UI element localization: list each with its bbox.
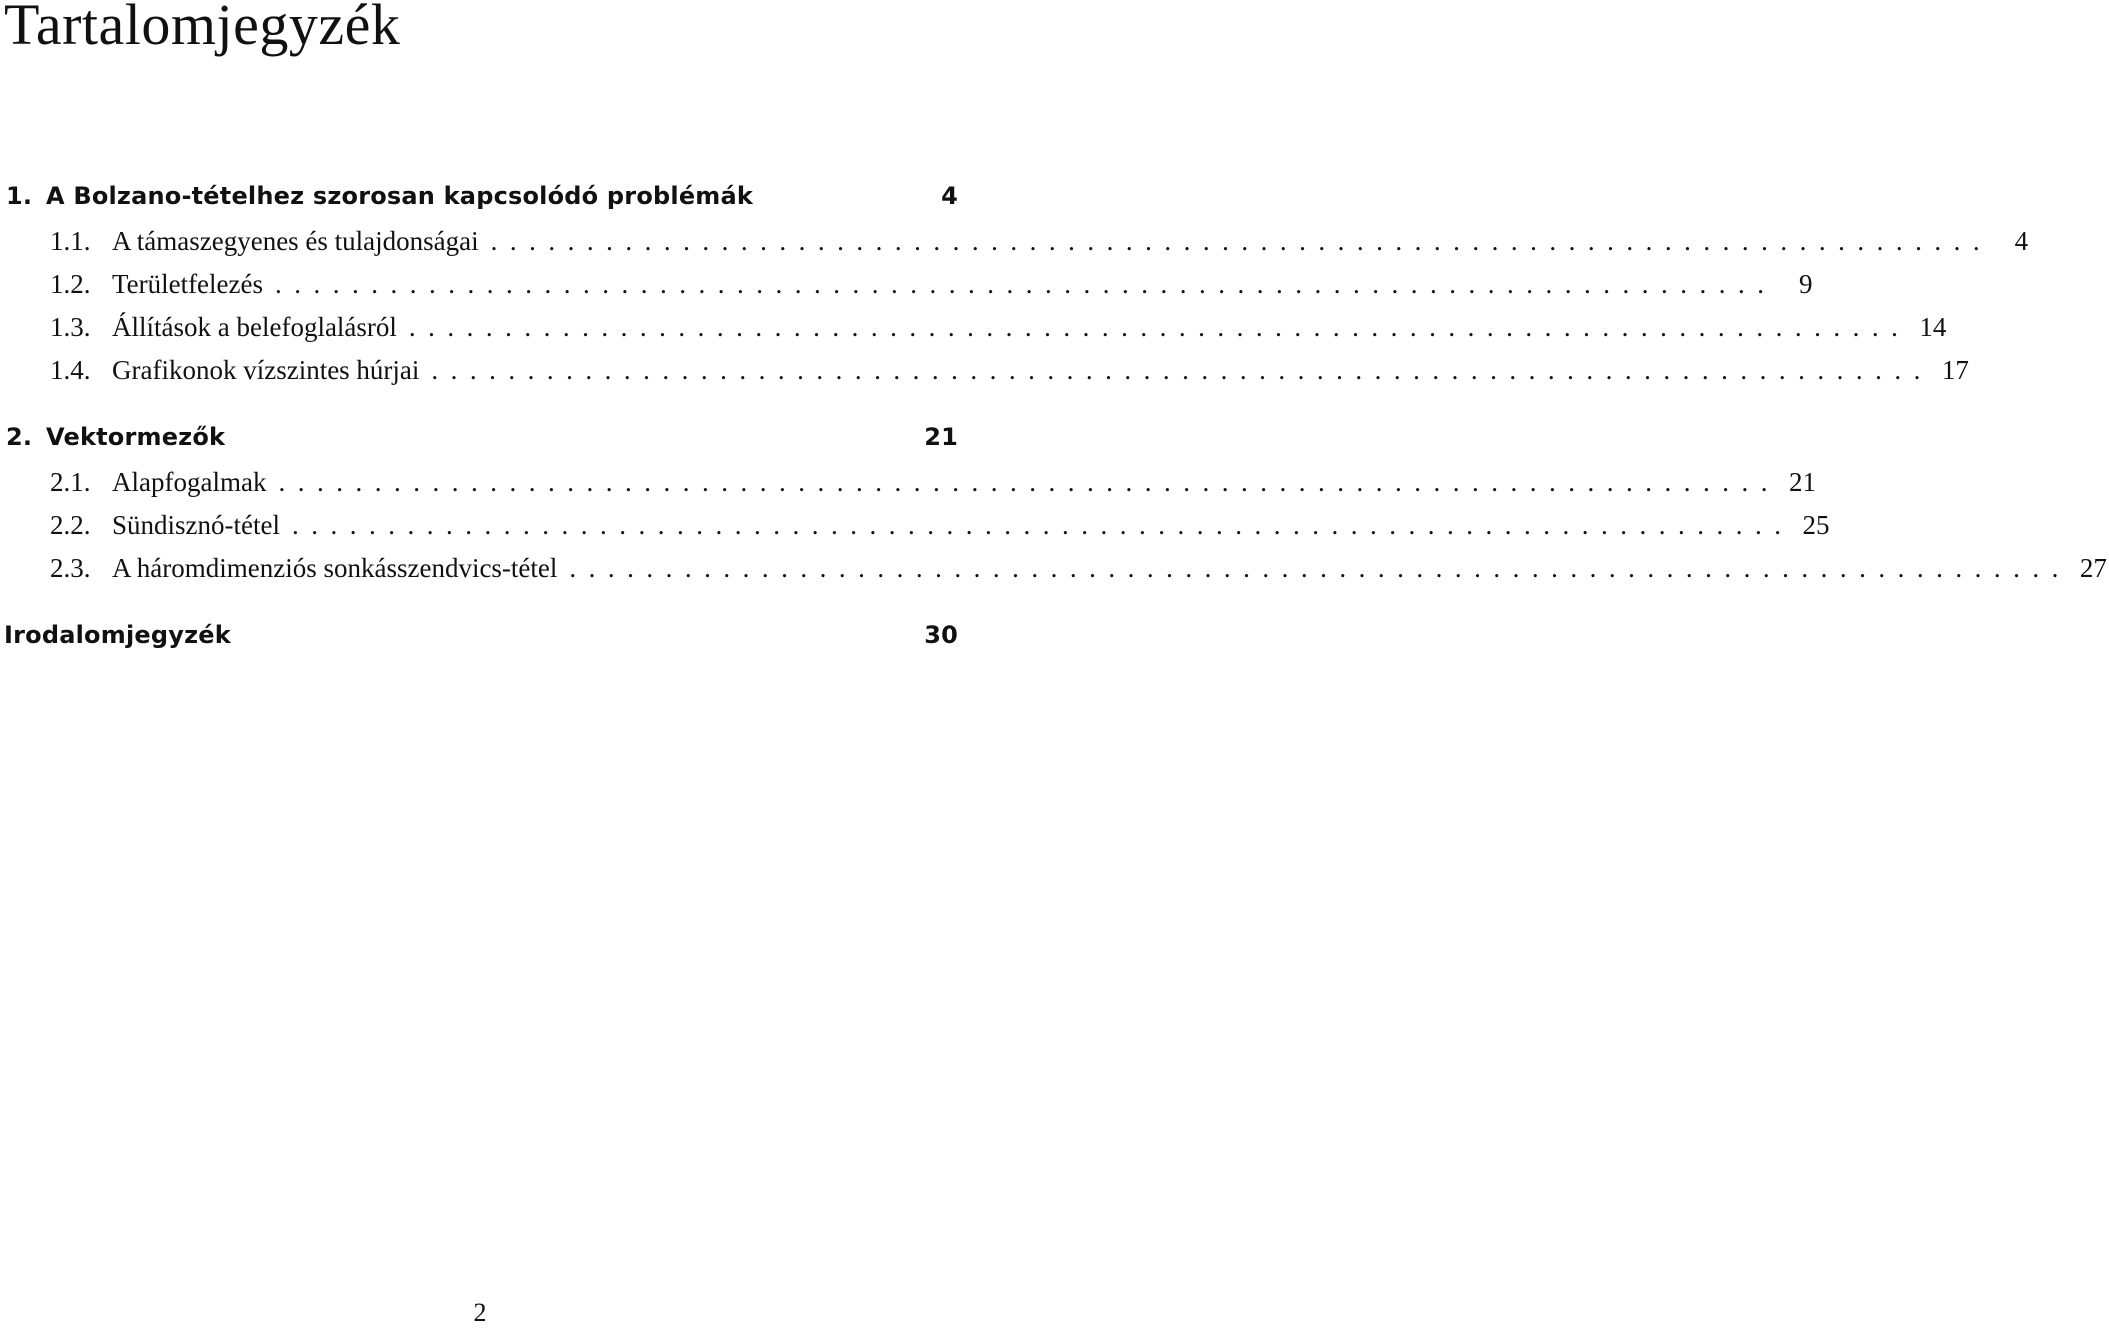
toc-heading: Tartalomjegyzék	[4, 0, 401, 57]
spacer	[0, 398, 960, 423]
section-number: 2.1.	[50, 467, 91, 497]
section-number: 1.3.	[50, 312, 91, 342]
dot-leader: ..............................................................................	[291, 510, 1794, 540]
section-number: 1.1.	[50, 226, 91, 256]
chapter-page: 4	[941, 182, 958, 210]
section-number: 1.4.	[50, 355, 91, 385]
bibliography-page: 30	[924, 621, 958, 649]
section-title: Sündisznó-tétel	[112, 510, 280, 540]
chapter-number: 1.	[6, 182, 33, 210]
section-page: 17	[1941, 355, 1969, 385]
chapter-number: 2.	[6, 423, 33, 451]
page-number: 2	[473, 1298, 487, 1327]
section-number: 2.3.	[50, 553, 91, 583]
section-page: 9	[1799, 269, 1813, 299]
chapter-page: 21	[924, 423, 958, 451]
dot-leader: ..............................................................................	[569, 553, 2071, 583]
toc-chapter-1[interactable]	[0, 182, 960, 226]
section-page: 25	[1802, 510, 1830, 540]
table-of-contents	[0, 182, 2107, 665]
section-title: Grafikonok vízszintes húrjai	[112, 355, 420, 385]
section-number: 1.2.	[50, 269, 91, 299]
section-page: 14	[1919, 312, 1947, 342]
section-title: Állítások a belefoglalásról	[112, 312, 397, 342]
toc-section-1-1[interactable]	[0, 226, 2029, 269]
dot-leader: ..............................................................................	[431, 355, 1933, 385]
dot-leader: ..............................................................................	[408, 312, 1911, 342]
dot-leader: ..............................................................................	[490, 226, 1993, 256]
chapter-title: Vektormezők	[46, 423, 226, 451]
toc-chapter-2[interactable]	[0, 423, 960, 467]
section-page: 4	[2014, 226, 2029, 256]
section-page: 21	[1788, 467, 1816, 497]
section-title: A háromdimenziós sonkásszendvics-tétel	[112, 553, 558, 583]
chapter-title: A Bolzano-tételhez szorosan kapcsolódó problémák	[46, 182, 754, 210]
dot-leader: ..............................................................................	[275, 269, 1777, 299]
toc-section-1-4[interactable]	[0, 355, 1969, 398]
toc-bibliography[interactable]	[0, 621, 960, 665]
section-title: Területfelezés	[112, 269, 264, 299]
bibliography-title: Irodalomjegyzék	[4, 621, 231, 649]
dot-leader: ..............................................................................	[278, 467, 1780, 497]
toc-section-1-2[interactable]	[0, 269, 1813, 312]
section-number: 2.2.	[50, 510, 91, 540]
section-title: A támaszegyenes és tulajdonságai	[112, 226, 479, 256]
toc-section-1-3[interactable]	[0, 312, 1947, 355]
toc-section-2-2[interactable]	[0, 510, 1830, 553]
section-title: Alapfogalmak	[112, 467, 267, 497]
toc-section-2-3[interactable]	[0, 553, 2107, 596]
toc-section-2-1[interactable]	[0, 467, 1816, 510]
section-page: 27	[2079, 553, 2107, 583]
spacer	[0, 596, 960, 621]
